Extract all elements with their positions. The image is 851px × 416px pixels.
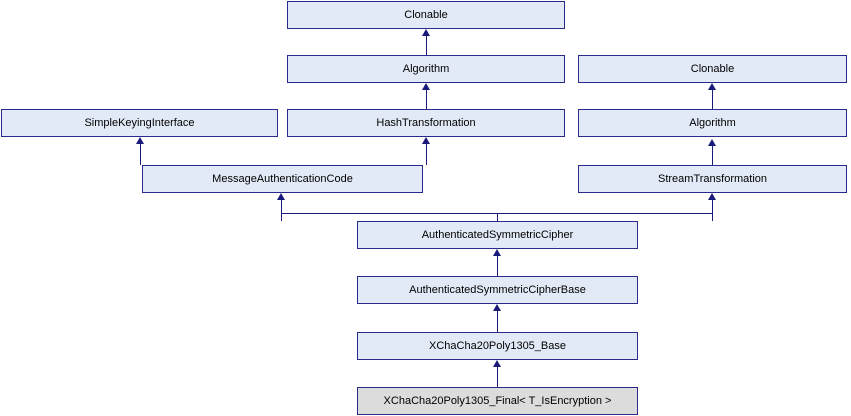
node-authenticatedsymmetriccipher[interactable]: AuthenticatedSymmetricCipher	[357, 221, 638, 249]
edge-authsym-to-streamtransformation	[712, 200, 713, 221]
arrow-authsymbase-to-authsym	[493, 249, 501, 256]
arrow-authsym-to-streamtransformation	[708, 193, 716, 200]
arrow-mac-to-hashtransformation	[422, 137, 430, 144]
edge-xchachafinal-to-xchachabase	[497, 367, 498, 387]
edge-xchachabase-to-authsymbase	[497, 311, 498, 332]
arrow-mac-to-simplekeyinginterface	[136, 137, 144, 144]
edge-mac-to-simplekeyinginterface	[140, 144, 141, 165]
node-authenticatedsymmetriccipherbase[interactable]: AuthenticatedSymmetricCipherBase	[357, 276, 638, 304]
arrow-algorithm-to-clonable	[422, 29, 430, 36]
node-clonable-right[interactable]: Clonable	[578, 55, 847, 83]
node-simplekeyinginterface[interactable]: SimpleKeyingInterface	[1, 109, 278, 137]
arrow-streamtransformation-to-algorithm-right	[708, 139, 716, 146]
node-clonable-top[interactable]: Clonable	[287, 1, 565, 29]
edge-authsymbase-to-authsym	[497, 256, 498, 276]
edge-hashtransformation-to-algorithm	[426, 90, 427, 109]
arrow-hashtransformation-to-algorithm	[422, 83, 430, 90]
edge-algorithm-to-clonable	[426, 36, 427, 55]
node-algorithm-left[interactable]: Algorithm	[287, 55, 565, 83]
node-streamtransformation[interactable]: StreamTransformation	[578, 165, 847, 193]
node-messageauthenticationcode[interactable]: MessageAuthenticationCode	[142, 165, 423, 193]
edge-algorithm-right-to-clonable-right	[712, 90, 713, 109]
node-xchacha20poly1305-final[interactable]: XChaCha20Poly1305_Final< T_IsEncryption >	[357, 387, 638, 415]
edge-authsym-to-mac	[281, 200, 282, 221]
node-algorithm-right[interactable]: Algorithm	[578, 109, 847, 137]
arrow-xchachabase-to-authsymbase	[493, 304, 501, 311]
node-hashtransformation[interactable]: HashTransformation	[287, 109, 565, 137]
edge-authsym-stem	[497, 213, 498, 221]
node-xchacha20poly1305-base[interactable]: XChaCha20Poly1305_Base	[357, 332, 638, 360]
arrow-algorithm-right-to-clonable-right	[708, 83, 716, 90]
edge-streamtransformation-to-algorithm-right	[712, 146, 713, 165]
arrow-authsym-to-mac	[277, 193, 285, 200]
arrow-xchachafinal-to-xchachabase	[493, 360, 501, 367]
edge-mac-to-hashtransformation	[426, 144, 427, 165]
